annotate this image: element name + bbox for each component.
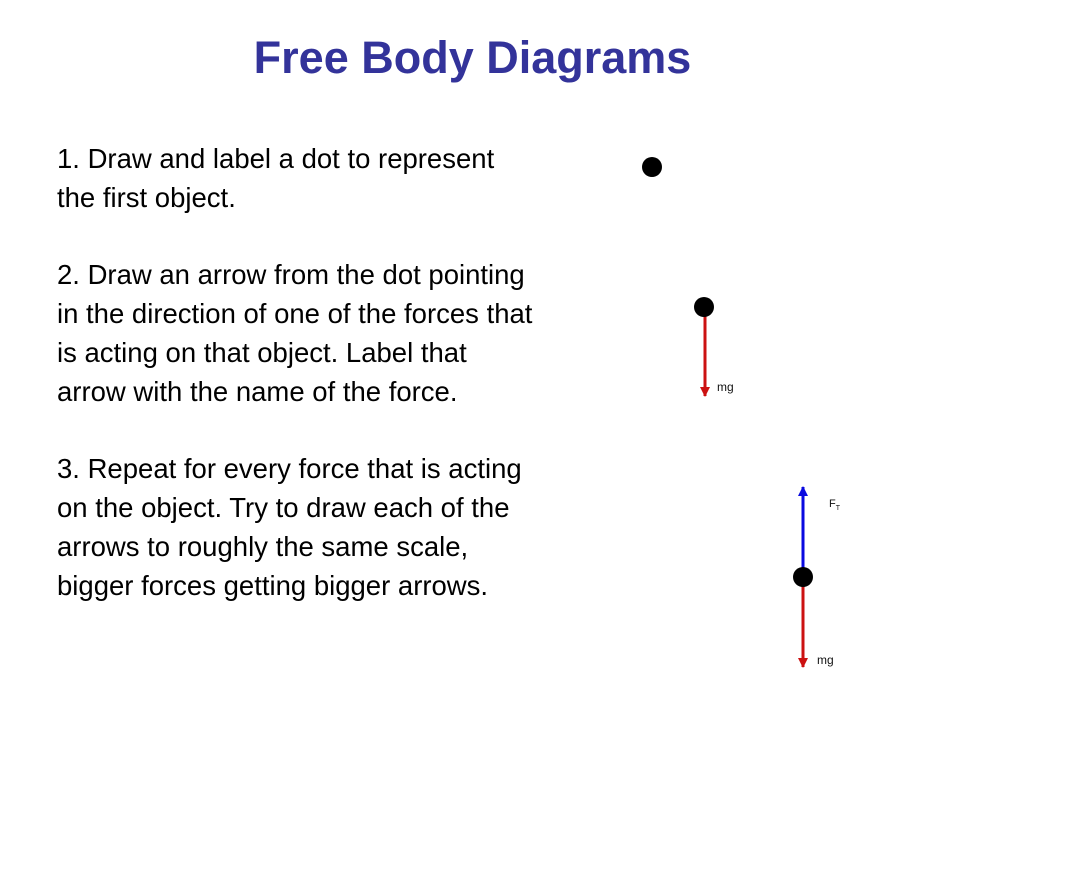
step2-diagram: [694, 297, 734, 396]
page-title: Free Body Diagrams: [253, 32, 692, 83]
tension-force-label: [829, 498, 841, 512]
gravity-force-label: mg: [817, 653, 834, 667]
step-2-text: 2. Draw an arrow from the dot pointing in the direction of one of the forces that is acting on that object. Label that arrow with the name of the force.: [57, 259, 533, 407]
gravity-force-label: mg: [717, 380, 734, 394]
object-dot-step1: [642, 157, 662, 177]
tension-label-main: F: [829, 498, 836, 510]
object-dot-step3: [793, 567, 813, 587]
object-dot-step2: [694, 297, 714, 317]
step3-diagram: [793, 487, 841, 667]
step-1-text: 1. Draw and label a dot to represent the first object.: [57, 143, 495, 213]
step-3-text: 3. Repeat for every force that is acting on the object. Try to draw each of the arrows to roughly the same scale, bigger forces getting bigger arrows.: [57, 453, 522, 601]
tension-label-subscript: T: [835, 505, 841, 512]
